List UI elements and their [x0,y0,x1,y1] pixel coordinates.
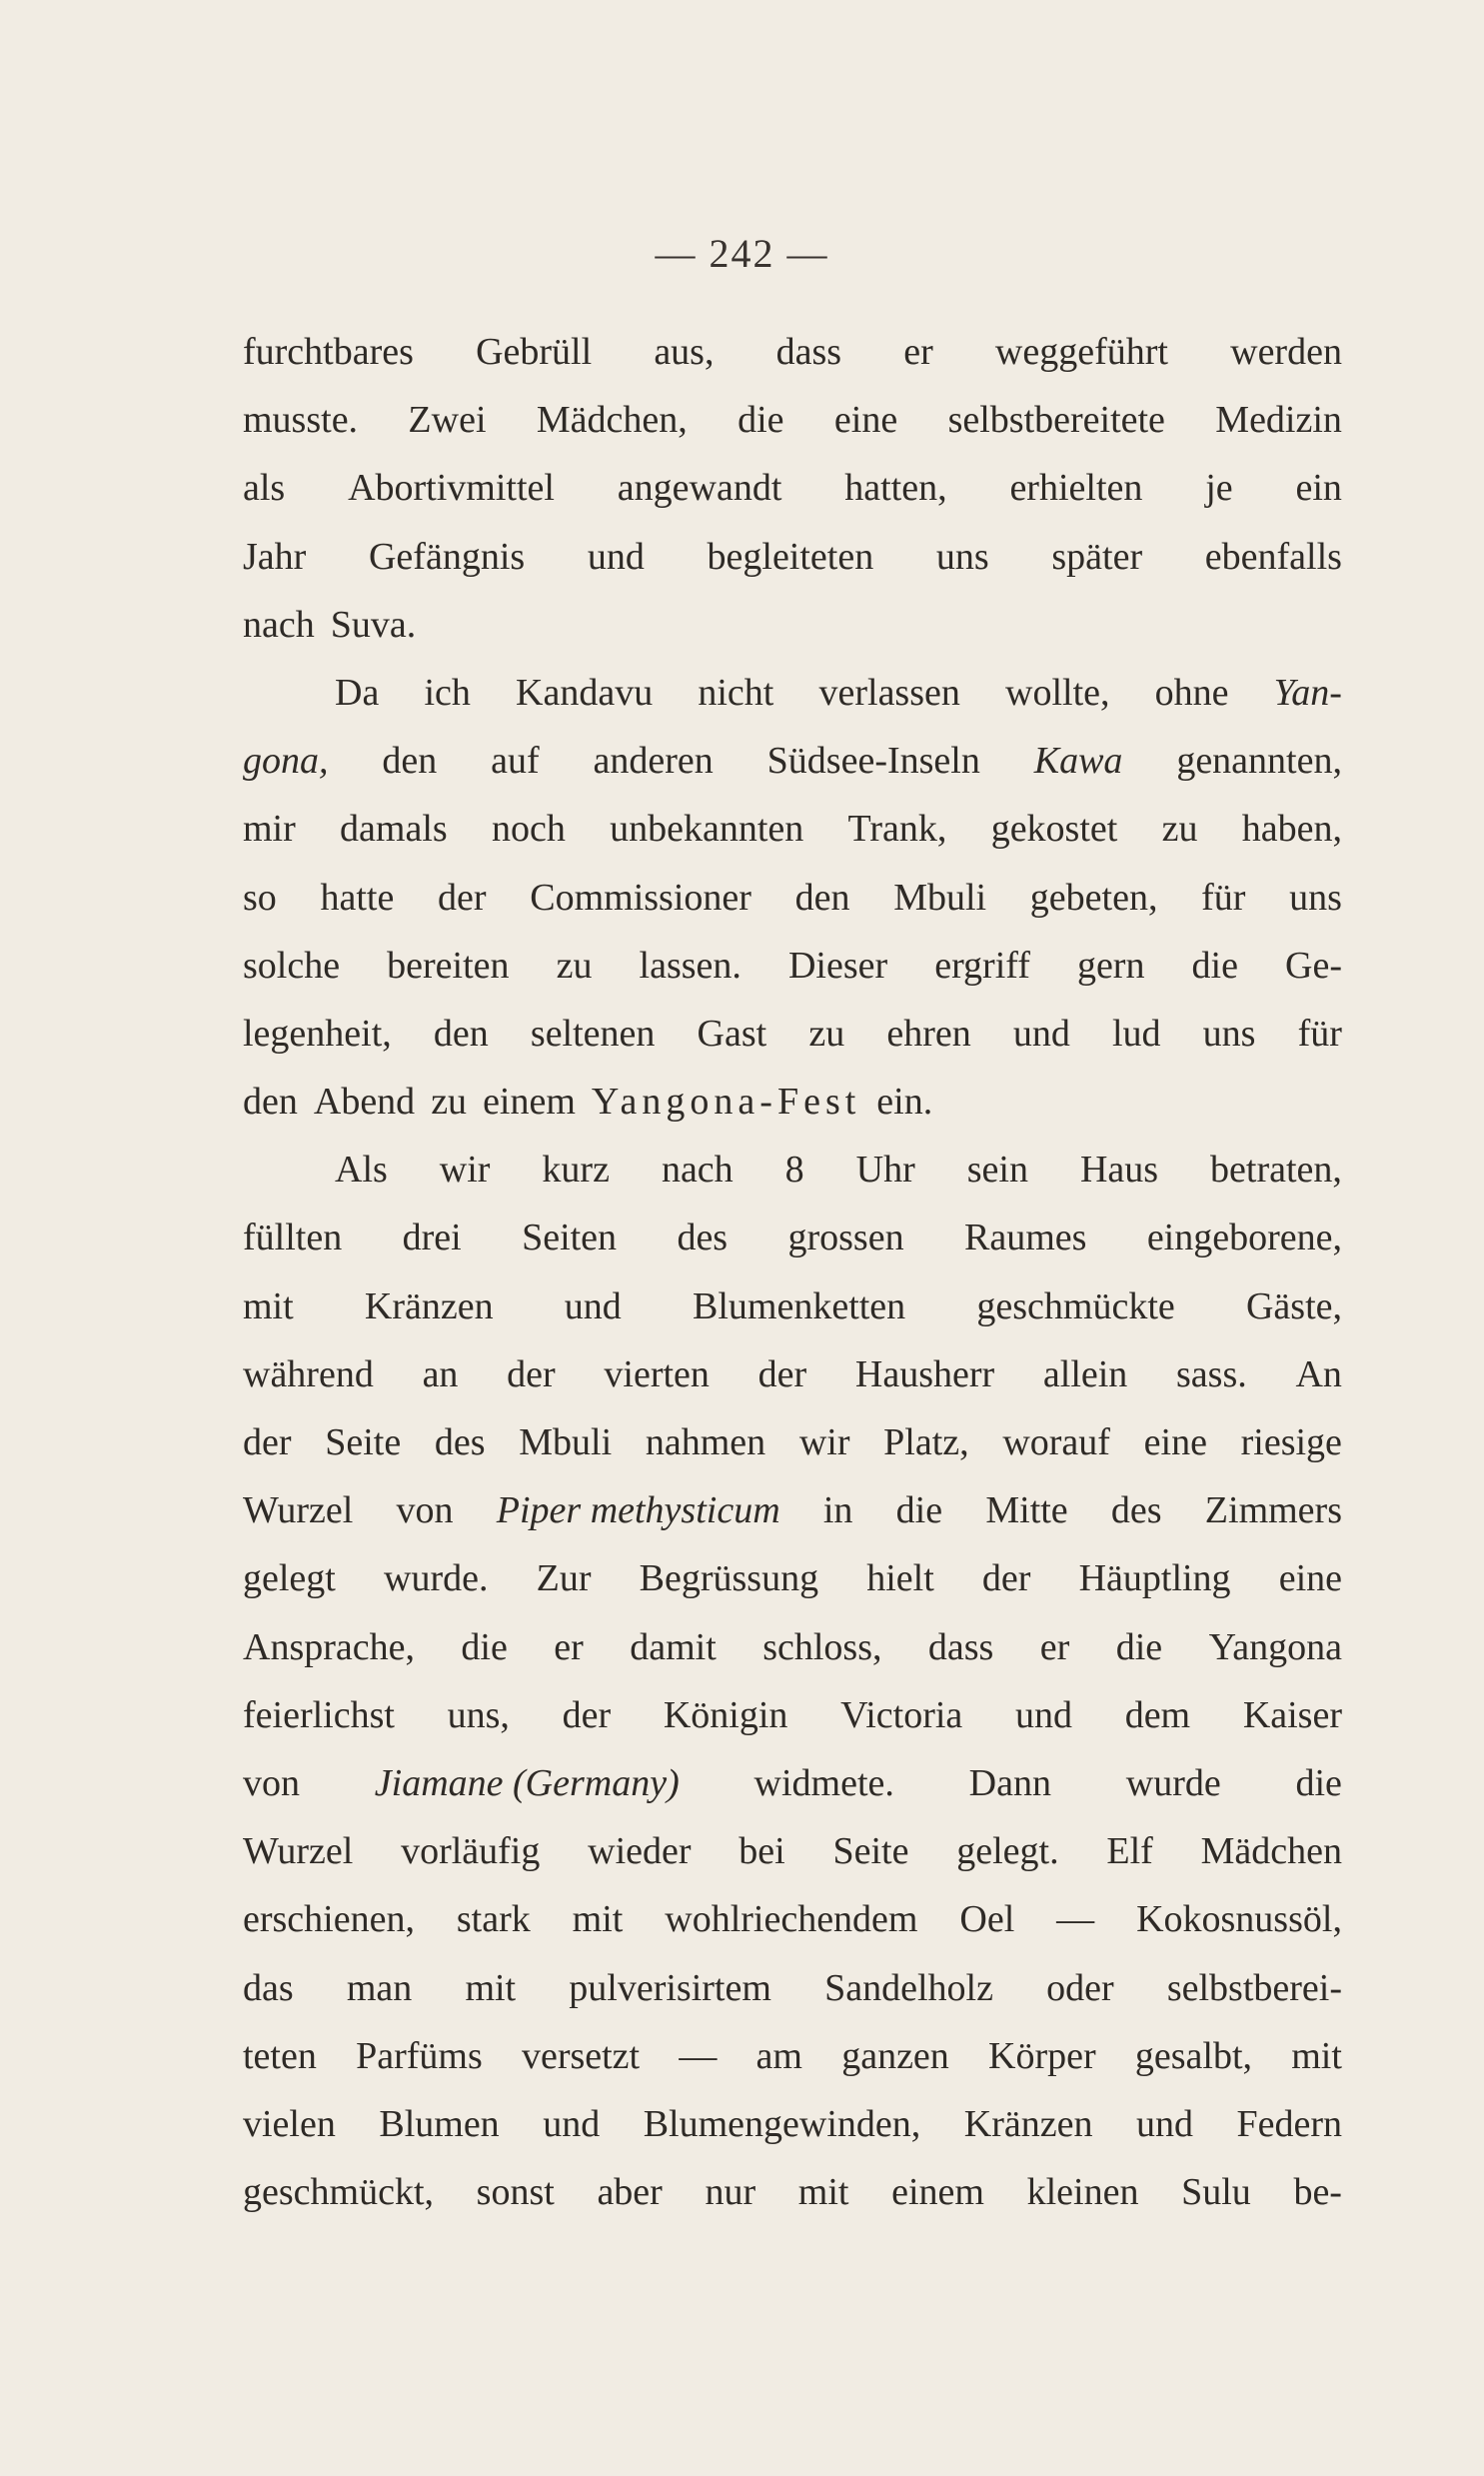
word: pulverisirtem [569,1966,771,2009]
word: Gebrüll [476,331,593,373]
text-line [243,1885,1342,1953]
word: Abend [313,1081,416,1124]
word: stark [456,1898,531,1941]
italic-term: Piper methysticum [496,1489,780,1532]
italic-term: Kawa [1033,740,1123,783]
word: Jahr [243,535,307,578]
text-line [243,454,1342,522]
word: füllten [243,1217,343,1259]
word: Dieser [787,944,888,987]
word: für [1297,1012,1342,1055]
word: die [895,1489,943,1532]
italic-term: Jiamane (Germany) [374,1761,680,1804]
italic-term: gona, [243,740,329,783]
word: wohlriechendem [665,1898,918,1941]
word: mit [1291,2034,1342,2077]
word: Wurzel [243,1489,354,1532]
word: man [346,1966,413,2009]
text-line [243,2022,1342,2090]
word: Yangona [1208,1625,1342,1668]
word: Südsee-Inseln [766,740,980,783]
word: vielen [243,2102,336,2145]
text-line [243,795,1342,863]
word: und [1135,2102,1193,2145]
word: Suva. [330,603,417,646]
word: wurde [1125,1761,1221,1804]
word: Kränzen [963,2102,1093,2145]
word: auf [491,740,540,783]
text-line [243,1340,1342,1408]
word: eine [1278,1557,1342,1600]
word: gelegt [243,1557,336,1600]
word: drei [402,1217,462,1259]
word: bei [739,1830,785,1873]
word: Zur [536,1557,592,1600]
word: er [554,1625,584,1668]
word: ebenfalls [1204,535,1342,578]
word: betraten, [1210,1149,1342,1192]
text-line [243,1954,1342,2022]
word: erschienen, [243,1898,415,1941]
word: legenheit, [243,1012,392,1055]
word: Mbuli [893,876,987,919]
text-line [243,1817,1342,1885]
word: worauf [1002,1421,1110,1463]
word: Ansprache, [243,1625,415,1668]
word: Ge- [1285,944,1342,987]
word: solche [243,944,341,987]
word: ergriff [934,944,1030,987]
word: den [433,1012,489,1055]
word: sein [966,1149,1028,1192]
italic-term: Yan- [1273,671,1342,714]
word: nach [243,603,315,646]
word: die [1191,944,1238,987]
word: und [587,535,645,578]
word: mit [243,1284,294,1327]
word: 8 [784,1149,804,1192]
text-line [243,864,1342,932]
word: geschmückte [976,1284,1175,1327]
word: kurz [542,1149,610,1192]
word: Parfüms [356,2034,483,2077]
word: Commissioner [530,876,751,919]
word: als [243,467,286,510]
word: er [1039,1625,1070,1668]
word: dem [1124,1693,1191,1736]
word: den [794,876,850,919]
text-line [243,1476,1342,1544]
word: den [243,1081,298,1124]
word: Kandavu [516,671,654,714]
word: selbstbereitete [947,399,1165,442]
word: unbekannten [610,808,804,851]
word: einem [483,1081,576,1124]
text-line [243,2158,1342,2226]
text-line [243,1068,1342,1136]
word: der [562,1693,612,1736]
text-line [243,1000,1342,1068]
word: mit [465,1966,517,2009]
word: Gefängnis [368,535,526,578]
text-line [243,2090,1342,2158]
word: uns [1289,876,1342,919]
word: ehren [886,1012,971,1055]
word: vorläufig [401,1830,541,1873]
word: zu [556,944,593,987]
text-line [243,1749,1342,1817]
text-line [243,386,1342,454]
word: Kokosnussöl, [1136,1898,1342,1941]
text-line [243,318,1342,386]
word: nach [661,1149,734,1192]
word: gelegt. [956,1830,1059,1873]
word: zu [1161,808,1198,851]
word: Da [335,671,380,714]
word: Haus [1079,1149,1159,1192]
text-line [243,932,1342,1000]
word: Medizin [1215,399,1342,442]
word: gern [1076,944,1145,987]
word: gesalbt, [1134,2034,1253,2077]
word: schloss, [762,1625,882,1668]
word: Federn [1236,2102,1342,2145]
word: mir [243,808,296,851]
word: das [243,1966,294,2009]
word: nahmen [645,1421,766,1463]
word: wir [439,1149,491,1192]
word: Sandelholz [824,1966,993,2009]
word: riesige [1240,1421,1342,1463]
word: Königin [663,1693,788,1736]
word: widmete. [753,1761,894,1804]
word: Mädchen, [536,399,688,442]
word: Gast [697,1012,767,1055]
word: angewandt [617,467,782,510]
word: vierten [604,1352,710,1395]
word: wieder [588,1830,692,1873]
word: selbstberei- [1166,1966,1342,2009]
word: haben, [1241,808,1342,851]
word: An [1295,1352,1342,1395]
word: Mitte [985,1489,1068,1532]
word: ein [1295,467,1342,510]
word: je [1205,467,1233,510]
word: die [1115,1625,1163,1668]
word: Mbuli [519,1421,613,1463]
word: Abortivmittel [348,467,555,510]
word: feierlichst [243,1693,395,1736]
word: dass [927,1625,994,1668]
word: ein. [876,1081,933,1124]
word: damit [630,1625,717,1668]
text-line [243,1136,1342,1204]
word: ohne [1154,671,1229,714]
word: geschmückt, [243,2171,435,2214]
word: hatten, [844,467,947,510]
word: wir [798,1421,850,1463]
word: dass [775,331,842,373]
word: genannten, [1176,740,1342,783]
word: und [1015,1693,1072,1736]
word: er [903,331,933,373]
word: Zwei [408,399,487,442]
text-line [243,523,1342,591]
word: von [396,1489,454,1532]
word: Sulu [1181,2171,1251,2214]
word: Zimmers [1204,1489,1342,1532]
word: weggeführt [994,331,1168,373]
word: Als [335,1149,388,1192]
word: Kaiser [1242,1693,1342,1736]
word: Blumen [379,2102,500,2145]
word: hielt [866,1557,934,1600]
word: allein [1042,1352,1128,1395]
word: — [1056,1898,1095,1941]
word: Seite [325,1421,402,1463]
text-line [243,1613,1342,1681]
word: gebeten, [1029,876,1158,919]
word: furchtbares [243,331,414,373]
word: werden [1230,331,1342,373]
word: nur [705,2171,756,2214]
word: be- [1293,2171,1342,2214]
word: Trank, [847,808,947,851]
word: des [677,1217,729,1259]
word: später [1051,535,1143,578]
word: erhielten [1009,467,1143,510]
word: nicht [698,671,774,714]
word: Begrüssung [639,1557,819,1600]
text-line [243,1544,1342,1612]
text-line [243,591,1342,659]
word: und [543,2102,601,2145]
word: und [564,1284,622,1327]
word: noch [491,808,566,851]
word: ich [424,671,471,714]
word: aus, [654,331,715,373]
word: der [507,1352,556,1395]
text-line [243,1204,1342,1271]
word: bereiten [387,944,510,987]
word: eine [1143,1421,1207,1463]
word: seltenen [530,1012,656,1055]
word: Blumenketten [693,1284,906,1327]
word: während [243,1352,374,1395]
word: lud [1111,1012,1161,1055]
word: kleinen [1026,2171,1139,2214]
word: grossen [787,1217,904,1259]
word: Seite [832,1830,909,1873]
text-line [243,1408,1342,1476]
word: aber [597,2171,663,2214]
word: oder [1046,1966,1114,2009]
word: uns, [447,1693,510,1736]
word: die [461,1625,508,1668]
word: Seiten [522,1217,618,1259]
word: mit [797,2171,849,2214]
page-number: — 242 — [655,231,829,276]
word: eine [833,399,898,442]
word: teten [243,2034,317,2077]
word: Gäste, [1245,1284,1342,1327]
word: wurde. [384,1557,489,1600]
word: uns [935,535,989,578]
word: so [243,876,277,919]
text-line [243,659,1342,727]
word: der [438,876,487,919]
text-line [243,1681,1342,1749]
word: Uhr [855,1149,915,1192]
word: von [243,1761,300,1804]
word: sonst [476,2171,555,2214]
word: für [1201,876,1246,919]
word: ganzen [841,2034,949,2077]
word: Blumengewinden, [643,2102,921,2145]
word: eingeborene, [1146,1217,1342,1259]
text-line [243,1272,1342,1340]
word: der [243,1421,292,1463]
word: den [382,740,438,783]
word: uns [1202,1012,1256,1055]
word: wollte, [1005,671,1110,714]
word: Mädchen [1200,1830,1342,1873]
word: Häuptling [1078,1557,1231,1600]
text-line [243,727,1342,795]
word: des [1110,1489,1162,1532]
body-text [243,318,1342,2226]
word: Raumes [963,1217,1087,1259]
word: sass. [1176,1352,1247,1395]
word: anderen [593,740,714,783]
word: Wurzel [243,1830,354,1873]
word: begleiteten [707,535,874,578]
word: musste. [243,399,359,442]
word: am [755,2034,802,2077]
word: zu [431,1081,468,1124]
word: Elf [1106,1830,1153,1873]
word: lassen. [639,944,742,987]
word: versetzt [521,2034,641,2077]
word: Victoria [840,1693,963,1736]
word: damals [340,808,448,851]
word: die [1295,1761,1342,1804]
word: in [822,1489,853,1532]
word: der [757,1352,807,1395]
word: die [738,399,784,442]
spaced-term: Yangona-Fest [591,1081,861,1124]
word: zu [808,1012,845,1055]
word: mit [572,1898,624,1941]
word: der [981,1557,1031,1600]
word: Körper [988,2034,1096,2077]
word: des [434,1421,486,1463]
word: hatte [320,876,395,919]
word: Platz, [883,1421,969,1463]
word: an [422,1352,459,1395]
word: Oel [959,1898,1015,1941]
word: gekostet [990,808,1118,851]
word: — [679,2034,718,2077]
word: verlassen [818,671,960,714]
word: und [1012,1012,1070,1055]
word: Dann [968,1761,1051,1804]
word: einem [891,2171,984,2214]
word: Hausherr [854,1352,995,1395]
word: Kränzen [364,1284,494,1327]
